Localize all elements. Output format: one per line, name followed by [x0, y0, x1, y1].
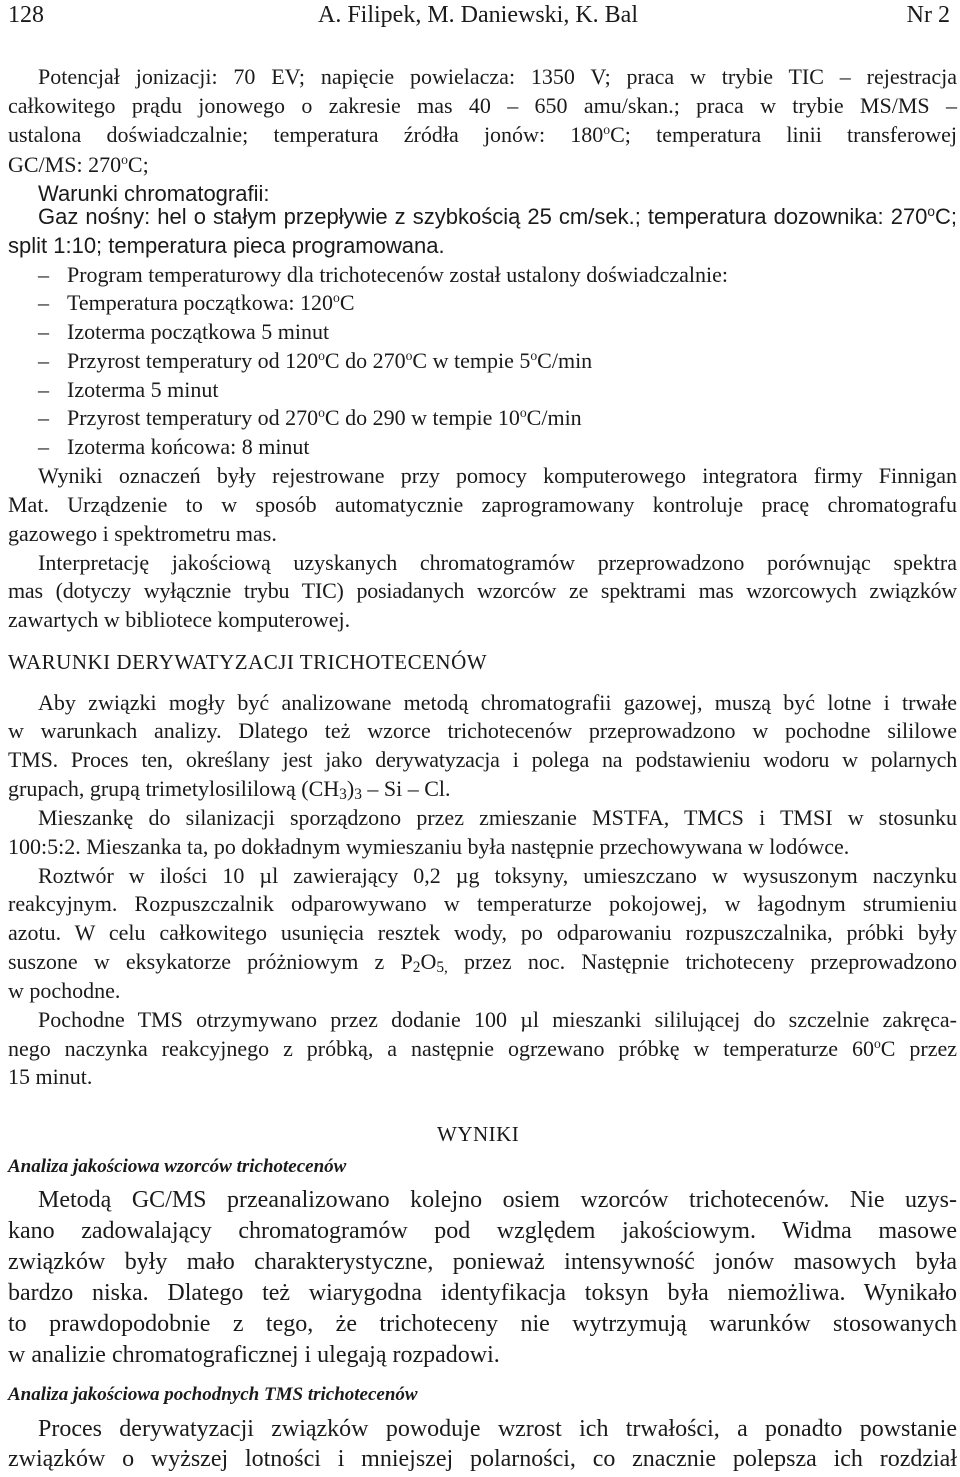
deriv-p2-line-2: 100:5:2. Mieszanka ta, po dokładnym wymieszaniu była następnie przechowywana w lodówce.	[8, 834, 850, 859]
results-s1-line-4: bardzo niska. Dlatego też wiarygodna identyfikacja toksyn była niemożliwa. Wynikało	[8, 1280, 957, 1306]
deriv-p3-line-5: w pochodne.	[8, 978, 121, 1003]
results-s2-line-2: związków o wyższej lotności i mniejszej polarności, co znacznie polepsza ich rozdział	[8, 1446, 957, 1472]
deriv-p4-line-1: Pochodne TMS otrzymywano przez dodanie 100 µl mieszanki sililującej do szczelnie zakręca-	[38, 1007, 957, 1032]
issue-number: Nr 2	[906, 2, 950, 28]
section-heading-derivatization: WARUNKI DERYWATYZACJI TRICHOTECENÓW	[8, 650, 488, 674]
deriv-p2-line-1: Mieszankę do silanizacji sporządzono przez zmieszanie MSTFA, TMCS i TMSI w stosunku	[38, 805, 957, 830]
results-s1-line-6: w analizie chromatograficznej i ulegają rozpadowi.	[8, 1342, 500, 1368]
subsection-heading-tms: Analiza jakościowa pochodnych TMS trichotecenów	[8, 1384, 418, 1405]
gcms-params-line-1: Potencjał jonizacji: 70 EV; napięcie powielacza: 1350 V; praca w trybie TIC – rejestracja	[38, 64, 957, 89]
chromatography-heading: Warunki chromatografii:	[38, 181, 270, 206]
deriv-p3-line-1: Roztwór w ilości 10 µl zawierający 0,2 µg toksyny, umieszczano w wysuszonym naczynku	[38, 863, 957, 888]
results-s2-line-1: Proces derywatyzacji związków powoduje wzrost ich trwałości, a ponadto powstanie	[38, 1416, 957, 1442]
deriv-p3-line-3: azotu. W celu całkowitego usunięcia resztek wody, po odparowaniu rozpuszczalnika, próbki były	[8, 920, 957, 945]
running-header-authors: A. Filipek, M. Daniewski, K. Bal	[318, 2, 638, 28]
results-recording-line-1: Wyniki oznaczeń były rejestrowane przy pomocy komputerowego integratora firmy Finnigan	[38, 463, 957, 488]
deriv-p1-line-4: grupach, grupą trimetylosililową $(CH_3)_3$ – Si – Cl.	[8, 776, 451, 804]
results-s1-line-2: kano zadowalający chromatogramów pod względem jakościowym. Widma masowe	[8, 1218, 957, 1244]
deriv-p3-line-4: suszone w eksykatorze próżniowym z $P_2O_{5,}$ przez noc. Następnie trichoteceny przeprowadzono	[8, 949, 957, 977]
interpretation-line-1: Interpretację jakościową uzyskanych chromatogramów przeprowadzono porównując spektra	[38, 550, 957, 575]
results-s1-line-1: Metodą GC/MS przeanalizowano kolejno osiem wzorców trichotecenów. Nie uzys-	[38, 1187, 957, 1213]
deriv-p4-line-2: nego naczynka reakcyjnego z próbką, a następnie ogrzewano próbkę w temperaturze 60$^o$C przez	[8, 1035, 957, 1061]
gcms-params-line-3: ustalona doświadczalnie; temperatura źródła jonów: 180$^o$C; temperatura linii transferowej	[8, 121, 957, 147]
interpretation-line-3: zawartych w bibliotece komputerowej.	[8, 607, 351, 632]
deriv-p3-line-2: reakcyjnym. Rozpuszczalnik odparowywano w temperaturze pokojowej, w łagodnym strumieniu	[8, 891, 957, 916]
results-recording-line-2: Mat. Urządzenie to w sposób automatycznie zaprogramowany kontroluje pracę chromatografu	[8, 492, 957, 517]
gcms-params-line-4: GC/MS: 270$^o$C;	[8, 151, 149, 177]
interpretation-line-2: mas (dotyczy wyłącznie trybu TIC) posiadanych wzorców ze spektrami mas wzorcowych związków	[8, 578, 957, 603]
chromatography-line-1: Gaz nośny: hel o stałym przepływie z szybkością 25 cm/sek.; temperatura dozownika: 270$^o$C;	[38, 203, 957, 229]
deriv-p1-line-2: w warunkach analizy. Dlatego też wzorce trichotecenów przeprowadzono w pochodne sililowe	[8, 718, 957, 743]
deriv-p1-line-3: TMS. Proces ten, określany jest jako derywatyzacja i polega na podstawieniu wodoru w polarnych	[8, 747, 957, 772]
results-s1-line-3: związków były mało charakterystyczne, ponieważ intensywność jonów masowych była	[8, 1249, 957, 1275]
document-page: 128 A. Filipek, M. Daniewski, K. Bal Nr 2 Potencjał jonizacji: 70 EV; napięcie powielacza: 1350 V; praca w trybie TIC – rejestracja całkowitego prądu jonowego o zakresie mas 40 – 650 amu/skan.; praca w trybie MS/MS – ustalona doświadczalnie; temperatura źródła jonów: 180$^o$C; temperatura linii transferowej GC/MS: 270$^o$C; Warunki chromatografii: Gaz nośny: hel o stałym przepływie z szybkością 25 cm/sek.; temperatura dozownika: 270$^o$C; split 1:10; temperatura pieca programowana. – Program temperaturowy dla trichotecenów został ustalony doświadczalnie: – Temperatura początkowa: 120$^o$C – Izoterma początkowa 5 minut – Przyrost temperatury od 120$^o$C do 270$^o$C w tempie 5$^o$C/min – Izoterma 5 minut – Przyrost temperatury od 270$^o$C do 290 w tempie 10$^o$C/min – Izoterma końcowa: 8 minut Wyniki oznaczeń były rejestrowane przy pomocy komputerowego integratora firmy Finnigan Mat. Urządzenie to w sposób automatycznie zaprogramowany kontroluje pracę chromatografu gazowego i spektrometru mas. Interpretację jakościową uzyskanych chromatogramów przeprowadzono porównując spektra mas (dotyczy wyłącznie trybu TIC) posiadanych wzorców ze spektrami mas wzorcowych związków zawartych w bibliotece komputerowej. WARUNKI DERYWATYZACJI TRICHOTECENÓW Aby związki mogły być analizowane metodą chromatografii gazowej, muszą być lotne i trwałe w warunkach analizy. Dlatego też wzorce trichotecenów przeprowadzono w pochodne sililowe TMS. Proces ten, określany jest jako derywatyzacja i polega na podstawieniu wodoru w polarnych grupach, grupą trimetylosililową $(CH_3)_3$ – Si – Cl. Mieszankę do silanizacji sporządzono przez zmieszanie MSTFA, TMCS i TMSI w stosunku 100:5:2. Mieszanka ta, po dokładnym wymieszaniu była następnie przechowywana w lodówce. Roztwór w ilości 10 µl zawierający 0,2 µg toksyny, umieszczano w wysuszonym naczynku reakcyjnym. Rozpuszczalnik odparowywano w temperaturze pokojowej, w łagodnym strumieniu azotu. W celu całkowitego usunięcia resztek wody, po odparowaniu rozpuszczalnika, próbki były suszone w eksykatorze próżniowym z $P_2O_{5,}$ przez noc. Następnie trichoteceny przeprowadzono w pochodne. Pochodne TMS otrzymywano przez dodanie 100 µl mieszanki sililującej do szczelnie zakręca- nego naczynka reakcyjnego z próbką, a następnie ogrzewano próbkę w temperaturze 60$^o$C przez 15 minut. WYNIKI Analiza jakościowa wzorców trichotecenów Metodą GC/MS przeanalizowano kolejno osiem wzorców trichotecenów. Nie uzys- kano zadowalający chromatogramów pod względem jakościowym. Widma masowe związków były mało charakterystyczne, ponieważ intensywność jonów masowych była bardzo niska. Dlatego też wiarygodna identyfikacja toksyn była niemożliwa. Wynikało to prawdopodobnie z tego, że trichoteceny nie wytrzymują warunków stosowanych w analizie chromatograficznej i ulegają rozpadowi. Analiza jakościowa pochodnych TMS trichotecenów Proces derywatyzacji związków powoduje wzrost ich trwałości, a ponadto powstanie związków o wyższej lotności i mniejszej polarności, co znacznie polepsza ich rozdział	[8, 2, 957, 1472]
chromatography-line-2: split 1:10; temperatura pieca programowana.	[8, 233, 445, 258]
section-heading-results: WYNIKI	[437, 1122, 520, 1146]
page-number: 128	[8, 2, 44, 28]
deriv-p1-line-1: Aby związki mogły być analizowane metodą chromatografii gazowej, muszą być lotne i trwałe	[38, 690, 957, 715]
results-recording-line-3: gazowego i spektrometru mas.	[8, 521, 277, 546]
deriv-p4-line-3: 15 minut.	[8, 1064, 93, 1089]
subsection-heading-standards: Analiza jakościowa wzorców trichotecenów	[8, 1156, 347, 1177]
gcms-params-line-2: całkowitego prądu jonowego o zakresie mas 40 – 650 amu/skan.; praca w trybie MS/MS –	[8, 93, 957, 118]
results-s1-line-5: to prawdopodobnie z tego, że trichoteceny nie wytrzymują warunków stosowanych	[8, 1311, 957, 1337]
